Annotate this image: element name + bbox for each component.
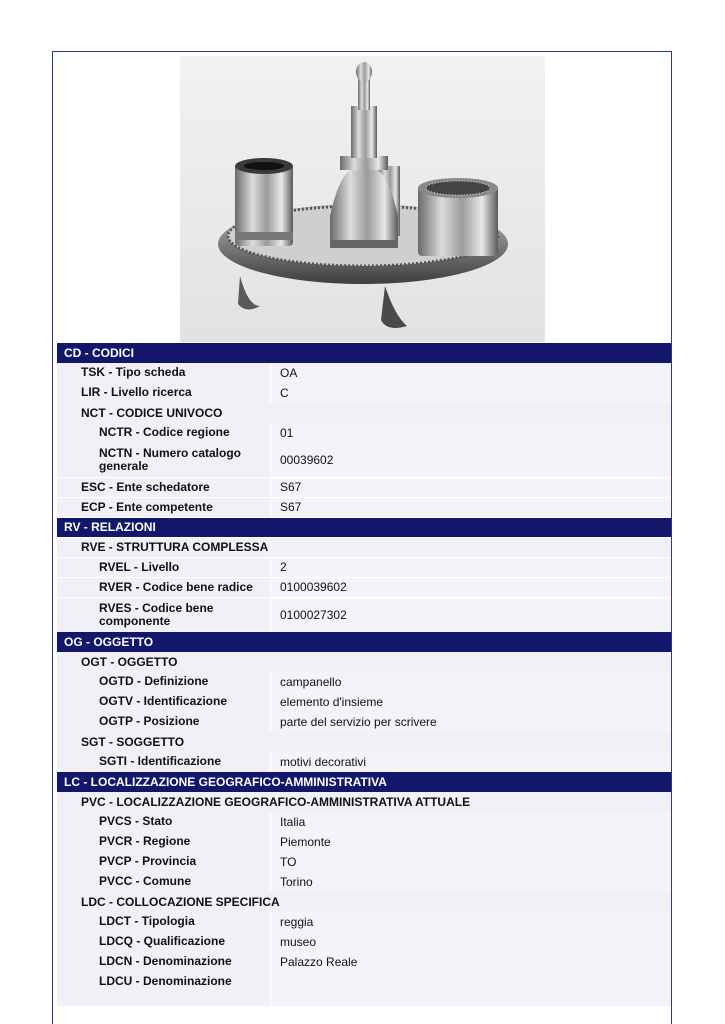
subsection-ldc: LDC - COLLOCAZIONE SPECIFICA — [57, 892, 671, 912]
field-label: LIR - Livello ricerca — [57, 383, 270, 403]
field-label: OGTD - Definizione — [57, 672, 270, 692]
field-label: LDCU - Denominazione — [57, 972, 270, 1006]
field-value: 00039602 — [271, 443, 671, 477]
field-row-ldct — [57, 912, 671, 932]
field-label: ECP - Ente competente — [57, 498, 270, 518]
field-row-ldcq — [57, 932, 671, 952]
field-value: OA — [271, 363, 671, 383]
field-label: OGTP - Posizione — [57, 712, 270, 732]
field-value: 2 — [271, 558, 671, 578]
field-label: ESC - Ente schedatore — [57, 478, 270, 498]
subsection-nct: NCT - CODICE UNIVOCO — [57, 403, 671, 423]
field-row-ogtp — [57, 712, 671, 732]
field-value: reggia — [271, 912, 671, 932]
section-header-rv: RV - RELAZIONI — [57, 518, 671, 538]
field-row-rvel — [57, 558, 671, 578]
field-value: campanello — [271, 672, 671, 692]
field-value: S67 — [271, 478, 671, 498]
field-label: OGTV - Identificazione — [57, 692, 270, 712]
field-label: LDCT - Tipologia — [57, 912, 270, 932]
field-label: LDCN - Denominazione — [57, 952, 270, 972]
field-label: PVCP - Provincia — [57, 852, 270, 872]
field-value: 0100027302 — [271, 598, 671, 632]
field-row-pvcp — [57, 852, 671, 872]
field-label: RVEL - Livello — [57, 558, 270, 578]
field-value: museo — [271, 932, 671, 952]
field-label: SGTI - Identificazione — [57, 752, 270, 772]
field-row-ogtd — [57, 672, 671, 692]
field-label: PVCS - Stato — [57, 812, 270, 832]
field-value: parte del servizio per scrivere — [271, 712, 671, 732]
field-row-pvcc — [57, 872, 671, 892]
section-header-cd: CD - CODICI — [57, 343, 671, 363]
field-label: RVER - Codice bene radice — [57, 578, 270, 598]
object-photo — [180, 56, 545, 342]
field-row-ldcn — [57, 952, 671, 972]
field-value: elemento d'insieme — [271, 692, 671, 712]
section-header-og: OG - OGGETTO — [57, 632, 671, 652]
field-value: Piemonte — [271, 832, 671, 852]
field-label: RVES - Codice bene componente — [57, 598, 270, 632]
section-header-lc: LC - LOCALIZZAZIONE GEOGRAFICO-AMMINISTRATIVA — [57, 772, 671, 792]
field-label: PVCC - Comune — [57, 872, 270, 892]
field-label: NCTN - Numero catalogo generale — [57, 443, 270, 477]
field-label: PVCR - Regione — [57, 832, 270, 852]
field-value: Torino — [271, 872, 671, 892]
subsection-pvc: PVC - LOCALIZZAZIONE GEOGRAFICO-AMMINISTRATIVA ATTUALE — [57, 792, 671, 812]
field-row-sgti — [57, 752, 671, 772]
field-value: motivi decorativi — [271, 752, 671, 772]
field-label: LDCQ - Qualificazione — [57, 932, 270, 952]
field-value: 01 — [271, 423, 671, 443]
field-row-pvcr — [57, 832, 671, 852]
field-row-rver — [57, 578, 671, 598]
field-row-nctn — [57, 443, 671, 477]
field-label: TSK - Tipo scheda — [57, 363, 270, 383]
field-row-nctr — [57, 423, 671, 443]
field-row-rves — [57, 598, 671, 632]
field-value: C — [271, 383, 671, 403]
field-value: 0100039602 — [271, 578, 671, 598]
catalog-table — [57, 343, 671, 1007]
field-label: NCTR - Codice regione — [57, 423, 270, 443]
field-row-lir — [57, 383, 671, 403]
field-row-esc — [57, 478, 671, 498]
field-value: S67 — [271, 498, 671, 518]
field-value: Palazzo Reale — [271, 952, 671, 972]
field-value: TO — [271, 852, 671, 872]
field-value — [271, 972, 671, 1006]
field-value: Italia — [271, 812, 671, 832]
field-row-tsk — [57, 363, 671, 383]
subsection-sgt: SGT - SOGGETTO — [57, 732, 671, 752]
field-row-ecp — [57, 498, 671, 518]
field-row-ldcu — [57, 972, 671, 1006]
subsection-ogt: OGT - OGGETTO — [57, 652, 671, 672]
field-row-ogtv — [57, 692, 671, 712]
subsection-rve: RVE - STRUTTURA COMPLESSA — [57, 538, 671, 558]
field-row-pvcs — [57, 812, 671, 832]
